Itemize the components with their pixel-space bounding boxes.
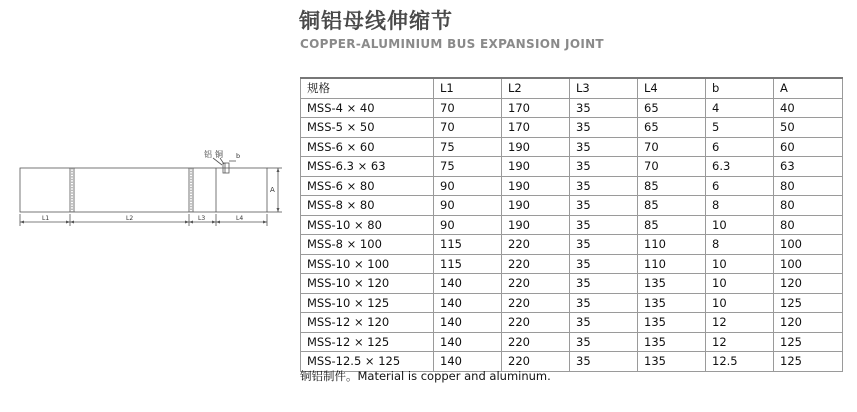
table-cell: 12 [706, 313, 774, 333]
header-cell: 规格 [301, 78, 434, 98]
table-row [301, 254, 843, 274]
table-cell: 65 [638, 118, 706, 138]
header-cell: A [774, 78, 843, 98]
table-cell: 220 [502, 313, 570, 333]
table-cell: MSS-10 × 125 [301, 293, 434, 313]
table-cell: 220 [502, 332, 570, 352]
table-cell: 35 [570, 98, 638, 118]
table-cell: 190 [502, 137, 570, 157]
table-cell: 35 [570, 313, 638, 333]
table-cell: 35 [570, 274, 638, 294]
table-cell: 135 [638, 313, 706, 333]
table-cell: 63 [774, 157, 843, 177]
table-cell: 35 [570, 254, 638, 274]
table-cell: MSS-10 × 100 [301, 254, 434, 274]
table-cell: 120 [774, 313, 843, 333]
table-cell: 90 [434, 176, 502, 196]
table-cell: 80 [774, 176, 843, 196]
table-cell: 120 [774, 274, 843, 294]
joint-body-outline [20, 168, 267, 212]
table-cell: 115 [434, 254, 502, 274]
table-cell: 70 [638, 137, 706, 157]
drawing-label-L4: L4 [236, 215, 244, 222]
page-title: 铜铝母线伸缩节 [299, 9, 453, 33]
table-cell: 12 [706, 332, 774, 352]
table-cell: 90 [434, 215, 502, 235]
table-cell: 6.3 [706, 157, 774, 177]
drawing-label-L3: L3 [198, 215, 206, 222]
table-cell: 70 [638, 157, 706, 177]
table-cell: 80 [774, 215, 843, 235]
table-cell: 8 [706, 235, 774, 255]
table-row [301, 176, 843, 196]
table-row [301, 215, 843, 235]
drawing-label-L2: L2 [126, 215, 134, 222]
table-row [301, 274, 843, 294]
drawing-label-aluminum: 铝 [204, 150, 212, 159]
table-cell: 135 [638, 274, 706, 294]
table-cell: 10 [706, 293, 774, 313]
table-row [301, 98, 843, 118]
table-cell: 8 [706, 196, 774, 216]
table-cell: MSS-5 × 50 [301, 118, 434, 138]
table-cell: MSS-12.5 × 125 [301, 352, 434, 372]
table-cell: 35 [570, 118, 638, 138]
drawing-label-A: A [270, 186, 275, 194]
table-cell: 125 [774, 332, 843, 352]
table-cell: 220 [502, 254, 570, 274]
table-cell: MSS-6 × 80 [301, 176, 434, 196]
table-cell: 35 [570, 332, 638, 352]
table-cell: 190 [502, 215, 570, 235]
table-row [301, 137, 843, 157]
table-cell: 135 [638, 293, 706, 313]
table-cell: 170 [502, 98, 570, 118]
table-cell: 135 [638, 332, 706, 352]
table-cell: 220 [502, 352, 570, 372]
table-cell: 115 [434, 235, 502, 255]
table-cell: 140 [434, 274, 502, 294]
drawing-label-L1: L1 [42, 215, 50, 222]
table-cell: 85 [638, 176, 706, 196]
table-cell: 190 [502, 196, 570, 216]
table-row [301, 293, 843, 313]
table-cell: 140 [434, 352, 502, 372]
header-cell: L1 [434, 78, 502, 98]
table-cell: 220 [502, 235, 570, 255]
table-cell: 110 [638, 254, 706, 274]
table-row [301, 235, 843, 255]
table-cell: 135 [638, 352, 706, 372]
table-cell: 140 [434, 313, 502, 333]
table-cell: 35 [570, 196, 638, 216]
table-row [301, 332, 843, 352]
header-cell: b [706, 78, 774, 98]
table-cell: 60 [774, 137, 843, 157]
page-subtitle: COPPER-ALUMINIUM BUS EXPANSION JOINT [300, 37, 604, 51]
table-cell: 90 [434, 196, 502, 216]
table-cell: 220 [502, 293, 570, 313]
table-cell: 6 [706, 137, 774, 157]
table-cell: 220 [502, 274, 570, 294]
table-cell: 80 [774, 196, 843, 216]
table-cell: MSS-8 × 80 [301, 196, 434, 216]
table-cell: MSS-6 × 60 [301, 137, 434, 157]
table-cell: MSS-6.3 × 63 [301, 157, 434, 177]
table-cell: 10 [706, 254, 774, 274]
table-cell: 85 [638, 215, 706, 235]
table-cell: MSS-10 × 80 [301, 215, 434, 235]
table-row [301, 196, 843, 216]
table-cell: 40 [774, 98, 843, 118]
table-cell: 50 [774, 118, 843, 138]
table-row [301, 157, 843, 177]
table-cell: 10 [706, 274, 774, 294]
table-cell: 12.5 [706, 352, 774, 372]
header-cell: L3 [570, 78, 638, 98]
table-cell: 10 [706, 215, 774, 235]
material-note: 铜铝制件。Material is copper and aluminum. [300, 369, 551, 383]
table-cell: 65 [638, 98, 706, 118]
table-cell: 35 [570, 137, 638, 157]
table-cell: 85 [638, 196, 706, 216]
table-cell: 35 [570, 215, 638, 235]
expansion-joint-drawing [0, 140, 290, 240]
drawing-label-copper: 铜 [215, 150, 223, 159]
table-cell: 70 [434, 98, 502, 118]
table-cell: 35 [570, 157, 638, 177]
table-cell: 5 [706, 118, 774, 138]
header-cell: L2 [502, 78, 570, 98]
table-cell: 100 [774, 254, 843, 274]
table-cell: 190 [502, 157, 570, 177]
table-cell: 35 [570, 293, 638, 313]
table-cell: MSS-4 × 40 [301, 98, 434, 118]
table-cell: 125 [774, 352, 843, 372]
table-row [301, 313, 843, 333]
table-cell: MSS-8 × 100 [301, 235, 434, 255]
table-row [301, 118, 843, 138]
table-cell: MSS-12 × 125 [301, 332, 434, 352]
table-header-row [301, 78, 843, 98]
table-cell: 35 [570, 176, 638, 196]
table-cell: 35 [570, 235, 638, 255]
table-cell: 75 [434, 157, 502, 177]
table-cell: 125 [774, 293, 843, 313]
table-cell: MSS-10 × 120 [301, 274, 434, 294]
table-cell: 35 [570, 352, 638, 372]
table-cell: MSS-12 × 120 [301, 313, 434, 333]
drawing-label-b: b [236, 152, 241, 160]
table-cell: 190 [502, 176, 570, 196]
table-cell: 140 [434, 332, 502, 352]
table-cell: 4 [706, 98, 774, 118]
table-cell: 75 [434, 137, 502, 157]
table-cell: 70 [434, 118, 502, 138]
table-cell: 6 [706, 176, 774, 196]
table-cell: 140 [434, 293, 502, 313]
spec-table [300, 77, 843, 372]
table-cell: 100 [774, 235, 843, 255]
table-cell: 110 [638, 235, 706, 255]
header-cell: L4 [638, 78, 706, 98]
table-cell: 170 [502, 118, 570, 138]
